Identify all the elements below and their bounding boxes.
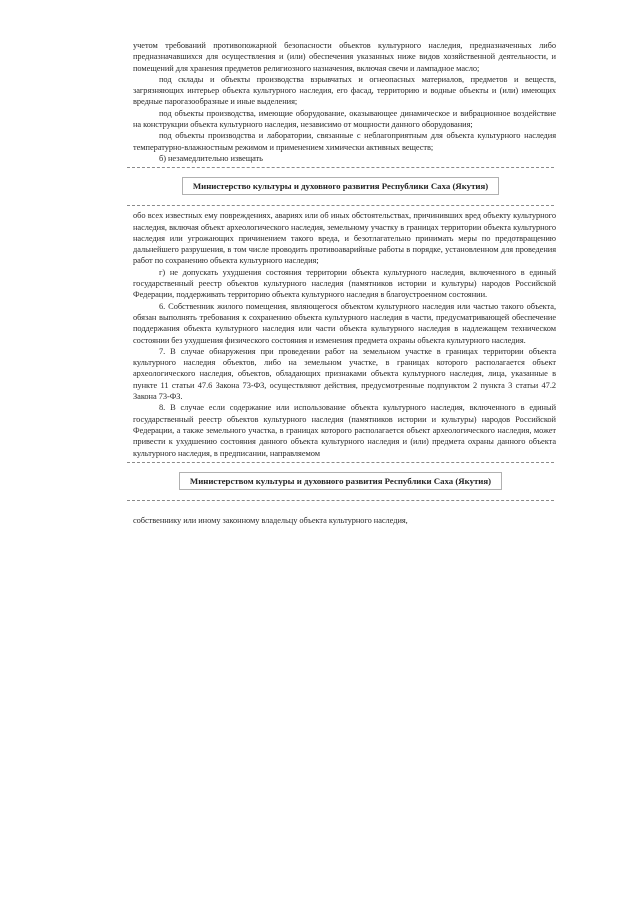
paragraph-territory-condition: г) не допускать ухудшения состояния территории объекта культурного наследия, включенного в единый государственный реестр объектов культурного наследия (памятников истории и культуры) народов Российской Федерации, поддерживать территорию объекта культурного наследия в благоустроенном состоянии. — [133, 267, 556, 300]
paragraph-damage-notice: обо всех известных ему повреждениях, авариях или об иных обстоятельствах, причинивших вред объекту культурного наследия, включая объект археологического наследия, земельному участку в границах территории объекта культурного наследия или угрожающих причинением такого вреда, и безотлагательно принимать меры по предотвращению дальнейшего разрушения, в том числе проводить противоаварийные работы в порядке, установленном для проведения работ по сохранению объекта культурного наследия; — [133, 211, 556, 266]
ministry-stamp-bottom — [127, 462, 554, 501]
paragraph-laboratories: под объекты производства и лаборатории, связанные с неблагоприятным для объекта культурного наследия температурно-влажностным режимом и применением химически активных веществ; — [133, 131, 556, 152]
ministry-stamp-bottom-text: Министерством культуры и духовного развития Республики Саха (Якутия) — [179, 472, 502, 490]
paragraph-fire-safety: учетом требований противопожарной безопасности объектов культурного наследия, предназначенных либо предназначавшихся для осуществления и (или) обеспечения указанных ниже видов хозяйственной деятельности, и помещений для хранения предметов религиозного назначения, включая свечи и лампадное масло; — [133, 41, 556, 73]
document-page — [133, 40, 556, 526]
paragraph-discovery-works: 7. В случае обнаружения при проведении работ на земельном участке в границах территории объекта культурного наследия объектов, либо на земельном участке, в границах которого располагается объект археологического наследия, объектов, обладающих признаками объекта культурного наследия, лица, указанные в пункте 11 статьи 47.6 Закона 73-ФЗ, осуществляют действия, предусмотренные подпунктом 2 пункта 3 статьи 47.2 Закона 73-ФЗ. — [133, 346, 556, 402]
ministry-stamp-top-text: Министерство культуры и духовного развития Республики Саха (Якутия) — [182, 177, 499, 195]
paragraph-notify-item: б) незамедлительно извещать — [159, 153, 263, 163]
paragraph-explosive-warehouses: под склады и объекты производства взрывчатых и огнеопасных материалов, предметов и веществ, загрязняющих интерьер объекта культурного наследия, его фасад, территорию и водные объекты и (или) имеющих вредные парогазообразные и иные выделения; — [133, 74, 556, 107]
paragraph-vibration-equipment: под объекты производства, имеющие оборудование, оказывающее динамическое и вибрационное воздействие на конструкции объекта культурного наследия, независимо от мощности данного оборудования; — [133, 108, 556, 130]
paragraph-residential-owner: 6. Собственник жилого помещения, являющегося объектом культурного наследия или частью такого объекта, обязан выполнять требования к сохранению объекта культурного наследия в части, предусматривающей обеспечение поддержания объекта культурного наследия или части объекта культурного наследия в надлежащем техническом состоянии без ухудшения физического состояния и изменения предмета охраны объекта культурного наследия. — [133, 301, 556, 345]
ministry-stamp-top — [127, 167, 554, 206]
paragraph-deterioration-risk: 8. В случае если содержание или использование объекта культурного наследия, включенного в единый государственный реестр объектов культурного наследия (памятников истории и культуры) народов Российской Федерации, а также земельного участка, в границах которого располагается объект археологического наследия, может привести к ухудшению состояния данного объекта культурного наследия и (или) предмета охраны данного объекта культурного наследия, в предписании, направляемом — [133, 403, 556, 458]
paragraph-owner-continuation: собственнику или иному законному владельцу объекта культурного наследия, — [133, 515, 408, 525]
